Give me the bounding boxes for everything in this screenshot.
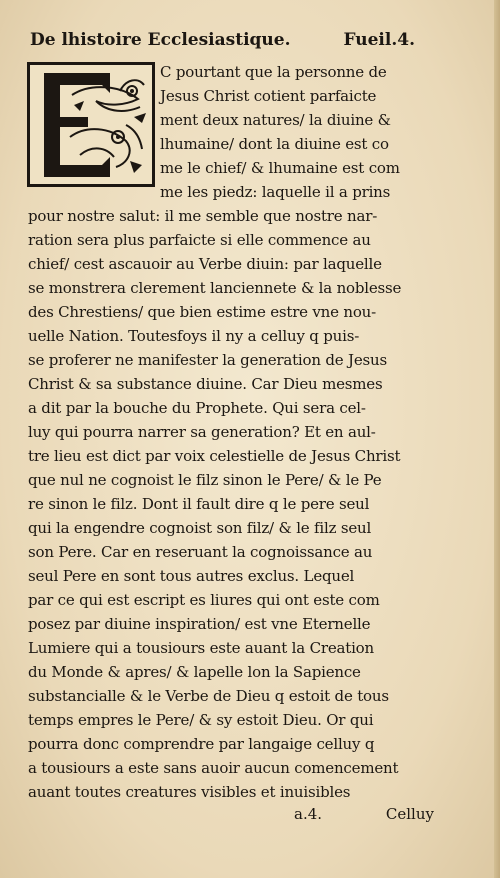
- text-line: me le chief/ & lhumaine est com: [160, 159, 400, 177]
- text-line: seul Pere en sont tous autres exclus. Lequel: [28, 567, 355, 585]
- text-line: qui la engendre cognoist son filz/ & le filz seul: [28, 519, 372, 537]
- text-line: du Monde & apres/ & lapelle lon la Sapience: [28, 663, 361, 681]
- text-line: Lumiere qui a tousiours este auant la Creation: [28, 639, 374, 657]
- text-line: pourra donc comprendre par langaige celluy q: [28, 735, 375, 753]
- woodcut-initial-e: [27, 62, 155, 187]
- text-line: des Chrestiens/ que bien estime estre vne nou-: [28, 303, 377, 321]
- text-line: Christ & sa substance diuine. Car Dieu mesmes: [28, 375, 383, 393]
- text-line: C pourtant que la personne de: [160, 63, 387, 81]
- text-line: que nul ne cognoist le filz sinon le Pere/ & le Pe: [28, 471, 382, 489]
- signature-mark: [294, 802, 434, 826]
- page-edge: [494, 0, 500, 878]
- text-line: lhumaine/ dont la diuine est co: [160, 135, 389, 153]
- text-line: se proferer ne manifester la generation de Jesus: [28, 351, 387, 369]
- text-line: Jesus Christ cotient parfaicte: [160, 87, 377, 105]
- text-line: chief/ cest ascauoir au Verbe diuin: par laquelle: [28, 255, 382, 273]
- text-line: pour nostre salut: il me semble que nostre nar-: [28, 207, 378, 225]
- text-line: auant toutes creatures visibles et inuisibles: [28, 783, 351, 801]
- text-line: me les piedz: laquelle il a prins: [160, 183, 391, 201]
- text-line: ration sera plus parfaicte si elle commence au: [28, 231, 371, 249]
- text-line: uelle Nation. Toutesfoys il ny a celluy q puis-: [28, 327, 360, 345]
- text-line: par ce qui est escript es liures qui ont este com: [28, 591, 380, 609]
- catchword: Celluy: [385, 805, 434, 823]
- running-title: De lhistoire Ecclesiastique.: [30, 30, 291, 50]
- text-line: a tousiours a este sans auoir aucun comencement: [28, 759, 399, 777]
- text-line: re sinon le filz. Dont il fault dire q le pere seul: [28, 495, 370, 513]
- text-line: tre lieu est dict par voix celestielle de Jesus Christ: [28, 447, 401, 465]
- initial-woodcut-illustration: [30, 65, 152, 184]
- text-line: posez par diuine inspiration/ est vne Eternelle: [28, 615, 371, 633]
- running-header: [30, 30, 415, 54]
- text-line: luy qui pourra narrer sa generation? Et en aul-: [28, 423, 376, 441]
- text-line: temps empres le Pere/ & sy estoit Dieu. Or qui: [28, 711, 374, 729]
- text-line: ment deux natures/ la diuine &: [160, 111, 391, 129]
- folio-number: Fueil.4.: [343, 30, 415, 50]
- text-line: a dit par la bouche du Prophete. Qui sera cel-: [28, 399, 366, 417]
- text-line: se monstrera clerement lanciennete & la noblesse: [28, 279, 402, 297]
- text-line: substancialle & le Verbe de Dieu q estoit de tous: [28, 687, 389, 705]
- text-line: son Pere. Car en reseruant la cognoissance au: [28, 543, 373, 561]
- signature-number: a.4.: [294, 805, 323, 823]
